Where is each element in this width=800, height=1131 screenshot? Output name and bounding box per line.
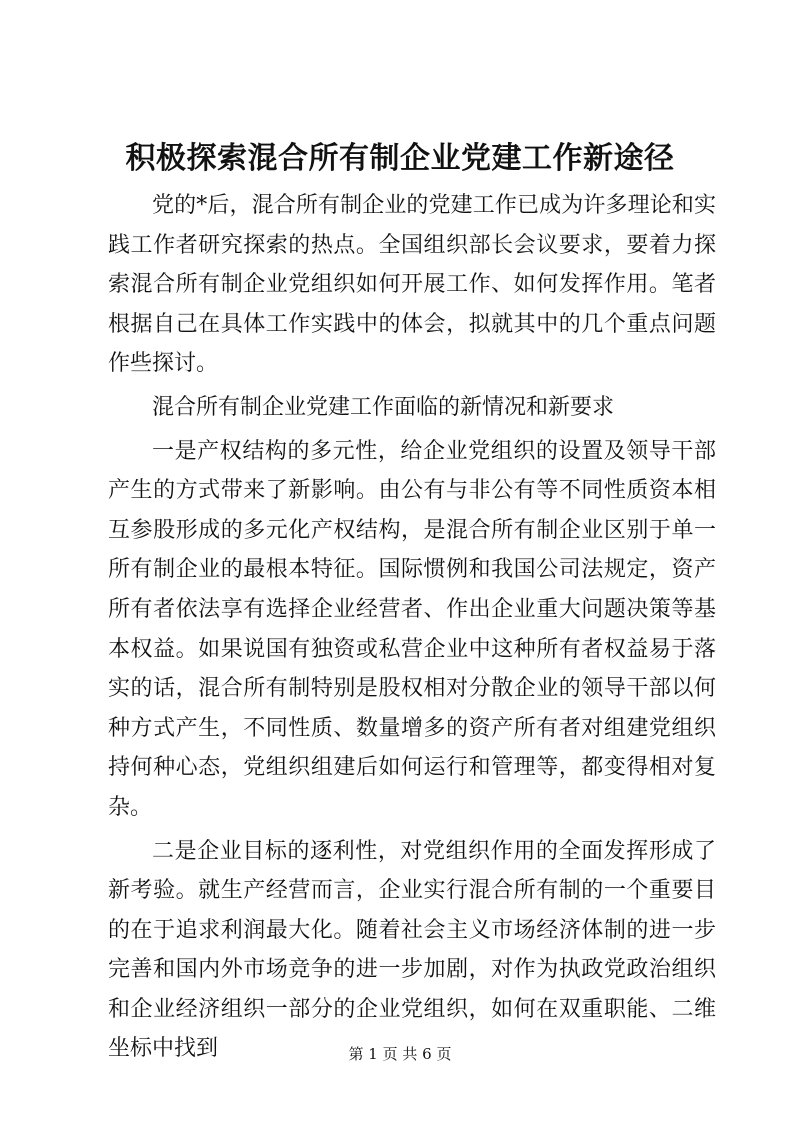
document-title: 积极探索混合所有制企业党建工作新途径 [125, 141, 675, 176]
intro-paragraph: 党的*后，混合所有制企业的党建工作已成为许多理论和实践工作者研究探索的热点。全国组织部长会议要求，要着力探索混合所有制企业党组织如何开展工作、如何发挥作用。笔者根据自己在具体工作实践中的体会，拟就其中的几个重点问题作些探讨。 [108, 193, 716, 377]
section-heading: 混合所有制企业党建工作面临的新情况和新要求 [152, 394, 615, 420]
point-one-paragraph: 一是产权结构的多元性，给企业党组织的设置及领导干部产生的方式带来了新影响。由公有与非公有等不同性质资本相互参股形成的多元化产权结构，是混合所有制企业区别于单一所有制企业的最根本特征。国际惯例和我国公司法规定，资产所有者依法享有选择企业经营者、作出企业重大问题决策等基本权益。如果说国有独资或私营企业中这种所有者权益易于落实的话，混合所有制特别是股权相对分散企业的领导干部以何种方式产生，不同性质、数量增多的资产所有者对组建党组织持何种心态，党组织组建后如何运行和管理等，都变得相对复杂。 [108, 438, 716, 820]
page-number-footer: 第 1 页 共 6 页 [348, 1045, 452, 1063]
document-body [108, 186, 716, 1069]
point-two-paragraph: 二是企业目标的逐利性，对党组织作用的全面发挥形成了新考验。就生产经营而言，企业实行混合所有制的一个重要目的在于追求利润最大化。随着社会主义市场经济体制的进一步完善和国内外市场竞争的进一步加剧，对作为执政党政治组织和企业经济组织一部分的企业党组织，如何在双重职能、二维坐标中找到 [108, 838, 716, 1062]
